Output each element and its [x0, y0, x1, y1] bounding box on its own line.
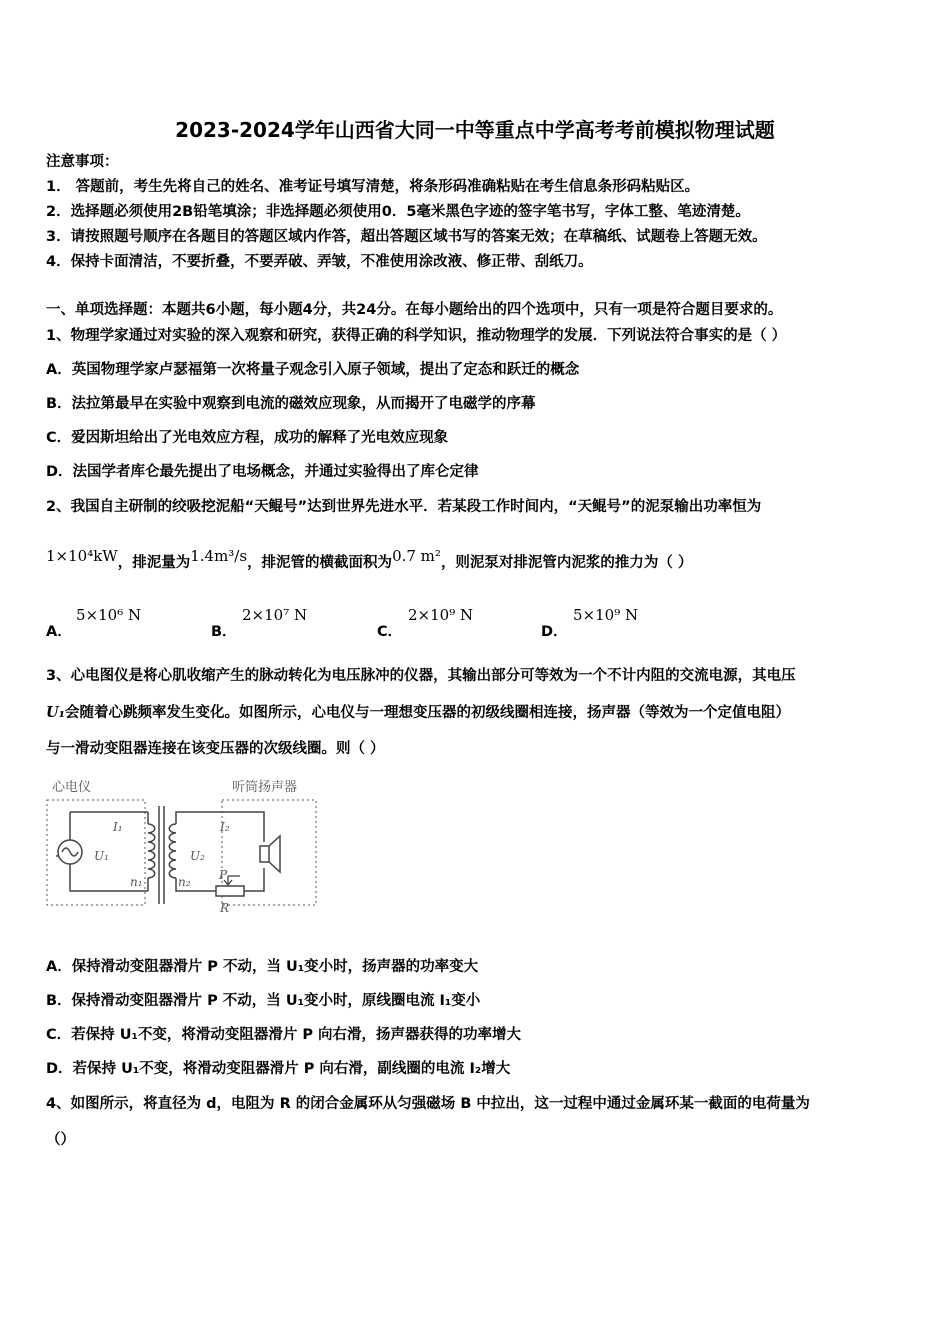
- q2-text-3: ，则泥泵对排泥管内泥浆的推力为（ ）: [440, 555, 693, 571]
- q2-flow: 1.4m³/s: [190, 547, 248, 565]
- q3-stem-line2: [46, 703, 790, 723]
- speaker-cone-icon: [269, 836, 280, 872]
- q1-option-d: D．法国学者库仑最先提出了电场概念，并通过实验得出了库仑定律: [46, 464, 479, 480]
- label-i2: I₂: [220, 820, 230, 834]
- q3-option-b: B．保持滑动变阻器滑片 P 不动，当 U₁变小时，原线圈电流 I₁变小: [46, 993, 481, 1009]
- q2-option-c-label: C．: [377, 624, 403, 640]
- q3-stem-line3: 与一滑动变阻器连接在该变压器的次级线圈。则（ ）: [46, 741, 385, 757]
- q3-u1: U₁: [46, 704, 65, 721]
- page-title: 2023-2024学年山西省大同一中等重点中学高考考前模拟物理试题: [175, 118, 775, 142]
- q2-stem-line2: [46, 547, 693, 573]
- q2-power: 1×10⁴kW: [46, 547, 118, 565]
- q1-option-a: A．英国物理学家卢瑟福第一次将量子观念引入原子领域，提出了定态和跃迁的概念: [46, 362, 580, 378]
- q1-option-c: C．爱因斯坦给出了光电效应方程，成功的解释了光电效应现象: [46, 430, 449, 446]
- q2-option-a-value: 5×10⁶ N: [76, 606, 142, 624]
- q1-stem: 1、物理学家通过对实验的深入观察和研究，获得正确的科学知识，推动物理学的发展．下列说法符合事实的是（ ）: [46, 328, 787, 344]
- q2-option-a-label: A．: [46, 624, 72, 640]
- q1-option-b: B．法拉第最早在实验中观察到电流的磁效应现象，从而揭开了电磁学的序幕: [46, 396, 536, 412]
- primary-coil-icon: [148, 824, 155, 878]
- q3-line2-text: 会随着心跳频率发生变化。如图所示，心电仪与一理想变压器的初级线圈相连接，扬声器（等效为一个定值电阻）: [65, 705, 790, 721]
- q2-stem: 2、我国自主研制的绞吸挖泥船“天鲲号”达到世界先进水平．若某段工作时间内，“天鲲号”的泥泵输出功率恒为: [46, 499, 762, 515]
- section-heading: 一、单项选择题：本题共6小题，每小题4分，共24分。在每小题给出的四个选项中，只有一项是符合题目要求的。: [46, 302, 783, 318]
- notice-item-1: 1． 答题前，考生先将自己的姓名、准考证号填写清楚，将条形码准确粘贴在考生信息条形码粘贴区。: [46, 179, 700, 195]
- notice-item-2: 2．选择题必须使用2B铅笔填涂；非选择题必须使用0．5毫米黑色字迹的签字笔书写，字体工整、笔迹清楚。: [46, 204, 750, 220]
- q3-option-a: A．保持滑动变阻器滑片 P 不动，当 U₁变小时，扬声器的功率变大: [46, 959, 479, 975]
- q2-option-b-value: 2×10⁷ N: [242, 606, 308, 624]
- label-u1: U₁: [94, 849, 109, 863]
- notice-item-3: 3．请按照题号顺序在各题目的答题区域内作答，超出答题区域书写的答案无效；在草稿纸、试题卷上答题无效。: [46, 229, 767, 245]
- q2-text-1: ，排泥量为: [117, 555, 191, 571]
- speaker-icon: [260, 846, 269, 862]
- figure-label-ecg: 心电仪: [52, 780, 92, 795]
- transformer-circuit-figure: [44, 776, 320, 914]
- q3-option-d: D．若保持 U₁不变，将滑动变阻器滑片 P 向右滑，副线圈的电流 I₂增大: [46, 1061, 511, 1077]
- label-n1: n₁: [130, 875, 143, 889]
- q2-option-c-value: 2×10⁹ N: [408, 606, 474, 624]
- notice-item-4: 4．保持卡面清洁，不要折叠，不要弄破、弄皱，不准使用涂改液、修正带、刮纸刀。: [46, 254, 593, 270]
- secondary-coil-icon: [169, 824, 176, 878]
- label-u2: U₂: [190, 849, 205, 863]
- q3-option-c: C．若保持 U₁不变，将滑动变阻器滑片 P 向右滑，扬声器获得的功率增大: [46, 1027, 522, 1043]
- q2-option-b-label: B．: [211, 624, 237, 640]
- q2-option-d-label: D．: [541, 624, 568, 640]
- label-r: R: [220, 901, 230, 914]
- q4-stem-line2: （）: [46, 1132, 75, 1148]
- figure-label-speaker: 听筒扬声器: [232, 780, 298, 795]
- label-i1: I₁: [113, 820, 123, 834]
- label-n2: n₂: [178, 875, 191, 889]
- q2-option-d-value: 5×10⁹ N: [573, 606, 639, 624]
- q2-text-2: ，排泥管的横截面积为: [247, 555, 393, 571]
- rheostat-icon: [216, 886, 244, 896]
- q2-area: 0.7 m²: [392, 547, 441, 565]
- label-p: P: [219, 868, 228, 882]
- q4-stem-line1: 4、如图所示，将直径为 d，电阻为 R 的闭合金属环从匀强磁场 B 中拉出，这一过程中通过金属环某一截面的电荷量为: [46, 1096, 810, 1112]
- q3-stem-line1: 3、心电图仪是将心肌收缩产生的脉动转化为电压脉冲的仪器，其输出部分可等效为一个不计内阻的交流电源，其电压: [46, 668, 796, 684]
- notice-heading: 注意事项：: [46, 154, 119, 170]
